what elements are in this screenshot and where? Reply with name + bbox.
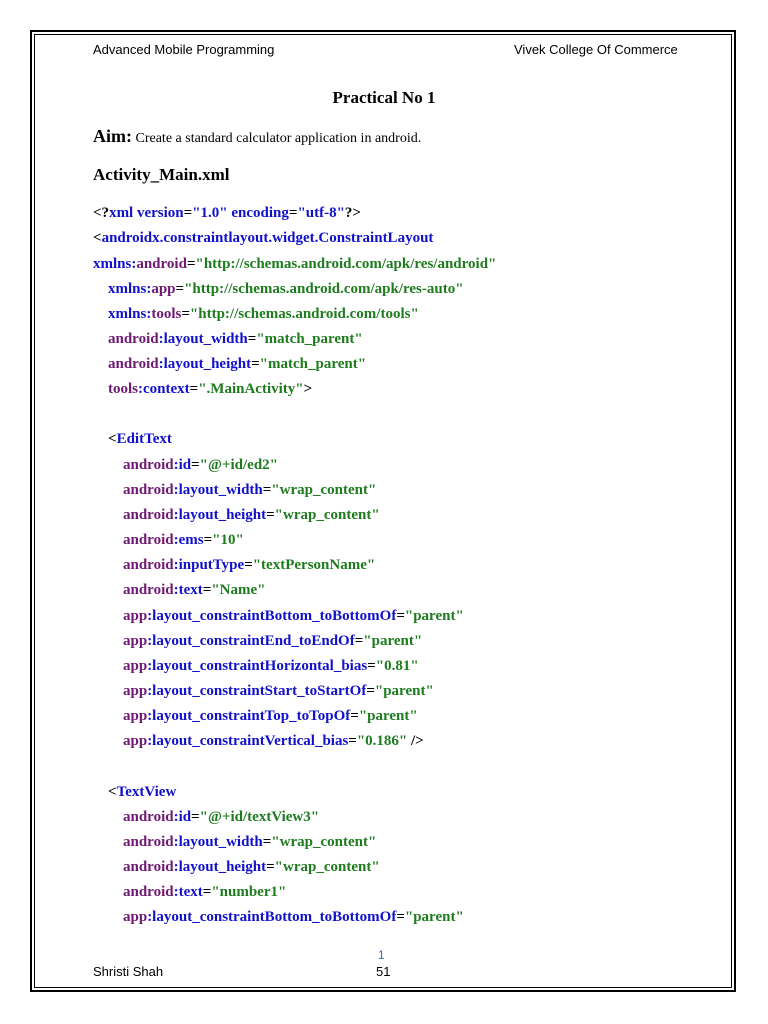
page-number: 1 <box>378 948 385 962</box>
aim-text: Create a standard calculator application in android. <box>135 131 422 146</box>
code-line: android:layout_height="match_parent" <box>108 356 367 372</box>
code-line: android:layout_width="wrap_content" <box>123 834 377 850</box>
footer-author: Shristi Shah <box>93 964 164 979</box>
header-course: Advanced Mobile Programming <box>93 42 275 57</box>
file-heading: Activity_Main.xml <box>93 165 230 184</box>
code-line: android:ems="10" <box>123 532 244 548</box>
code-line: android:layout_height="wrap_content" <box>123 859 380 875</box>
page-title: Practical No 1 <box>332 88 436 107</box>
code-line: android:id="@+id/textView3" <box>123 809 320 825</box>
code-line: xmlns:app="http://schemas.android.com/apk/res-auto" <box>108 281 464 297</box>
code-line: tools:context=".MainActivity"> <box>108 381 313 397</box>
code-line: app:layout_constraintBottom_toBottomOf="parent" <box>123 909 464 925</box>
header-college: Vivek College Of Commerce <box>514 42 678 57</box>
code-line: android:id="@+id/ed2" <box>123 457 279 473</box>
code-line: app:layout_constraintBottom_toBottomOf="parent" <box>123 608 464 624</box>
code-line: <?xml version="1.0" encoding="utf-8"?> <box>93 205 361 221</box>
code-line: <androidx.constraintlayout.widget.ConstraintLayout <box>93 230 434 246</box>
code-line: app:layout_constraintVertical_bias="0.186" /> <box>123 733 424 749</box>
code-line: <TextView <box>108 784 177 800</box>
footer-page: 51 <box>376 964 391 979</box>
code-line: android:inputType="textPersonName" <box>123 557 376 573</box>
code-line: xmlns:tools="http://schemas.android.com/tools" <box>108 306 419 322</box>
code-line: android:text="number1" <box>123 884 287 900</box>
code-line: app:layout_constraintStart_toStartOf="parent" <box>123 683 434 699</box>
code-line: app:layout_constraintHorizontal_bias="0.81" <box>123 658 419 674</box>
code-line: <EditText <box>108 431 172 447</box>
code-line: android:layout_width="wrap_content" <box>123 482 377 498</box>
aim-label: Aim: <box>93 126 132 146</box>
code-line: xmlns:android="http://schemas.android.com/apk/res/android" <box>93 256 497 272</box>
code-line: android:layout_width="match_parent" <box>108 331 363 347</box>
aim-line <box>93 126 421 147</box>
code-line: app:layout_constraintEnd_toEndOf="parent" <box>123 633 423 649</box>
code-line: app:layout_constraintTop_toTopOf="parent" <box>123 708 418 724</box>
code-line: android:layout_height="wrap_content" <box>123 507 380 523</box>
code-line: android:text="Name" <box>123 582 266 598</box>
